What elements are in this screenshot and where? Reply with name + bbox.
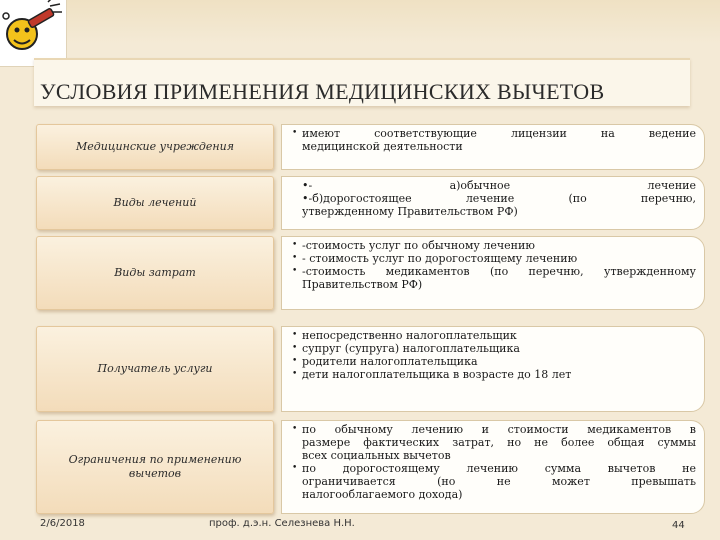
bullet-icon: • [292,240,298,250]
condition-details [281,176,705,230]
detail-line [292,253,696,266]
detail-text: •-б)дорогостоящее лечение (по перечню, [302,191,696,205]
bullet-icon: • [292,355,298,366]
detail-line [292,437,696,450]
detail-line [292,463,696,476]
detail-text: по дорогостоящему лечению сумма вычетов не [302,461,696,475]
detail-line [292,369,696,382]
detail-text: - стоимость услуг по дорогостоящему лечению [302,251,578,265]
bullet-icon: • [292,252,298,263]
bullet-icon: • [292,330,298,340]
bullet-icon: • [292,462,298,473]
detail-text: •- а)обычное лечение [302,179,696,192]
table-row [36,236,700,310]
detail-line [292,141,696,154]
detail-text: имеют соответствующие лицензии на ведение [302,127,696,140]
detail-text: налогооблагаемого дохода) [302,487,463,501]
detail-line [292,489,696,502]
detail-text: по обычному лечению и стоимости медикаментов в [302,423,696,436]
detail-text: всех социальных вычетов [302,448,451,462]
detail-line [292,266,696,279]
bullet-icon: • [292,265,298,276]
condition-label: Виды затрат [36,236,274,310]
condition-label: Получатель услуги [36,326,274,412]
bullet-icon: • [292,128,298,138]
header-band [0,0,720,44]
detail-line [292,476,696,489]
table-row [36,326,700,412]
detail-line [292,279,696,292]
detail-line [292,206,696,219]
detail-text: утвержденному Правительством РФ) [302,204,518,218]
detail-text: Правительством РФ) [302,277,423,291]
condition-label: Медицинские учреждения [36,124,274,170]
detail-text: ограничивается (но не может превышать [302,474,696,488]
condition-label: Ограничения по применению вычетов [36,420,274,514]
detail-text: размере фактических затрат, но не более общая суммы [302,435,696,449]
detail-text: супруг (супруга) налогоплательщика [302,341,520,355]
detail-line [292,356,696,369]
detail-line [292,450,696,463]
condition-details [281,124,705,170]
footer-page-number: 44 [672,520,685,531]
table-row [36,420,700,514]
condition-details [281,326,705,412]
footer-author: проф. д.э.н. Селезнева Н.Н. [209,518,355,529]
footer-date: 2/6/2018 [40,518,85,529]
bullet-icon: • [292,424,298,434]
detail-text: -стоимость медикаментов (по перечню, утвержденному [302,264,696,278]
table-row [36,124,700,170]
detail-text: непосредственно налогоплательщик [302,329,517,342]
bullet-icon: • [292,342,298,353]
page-title: УСЛОВИЯ ПРИМЕНЕНИЯ МЕДИЦИНСКИХ ВЫЧЕТОВ [40,79,605,104]
detail-text: медицинской деятельности [302,139,463,153]
condition-details [281,420,705,514]
detail-line [292,343,696,356]
detail-line [292,193,696,206]
logo-icon [0,0,67,67]
detail-text: дети налогоплательщика в возрасте до 18 лет [302,367,572,381]
table-row [36,176,700,230]
condition-details [281,236,705,310]
bullet-icon: • [292,368,298,379]
condition-label: Виды лечений [36,176,274,230]
detail-text: родители налогоплательщика [302,354,478,368]
detail-text: -стоимость услуг по обычному лечению [302,239,535,252]
